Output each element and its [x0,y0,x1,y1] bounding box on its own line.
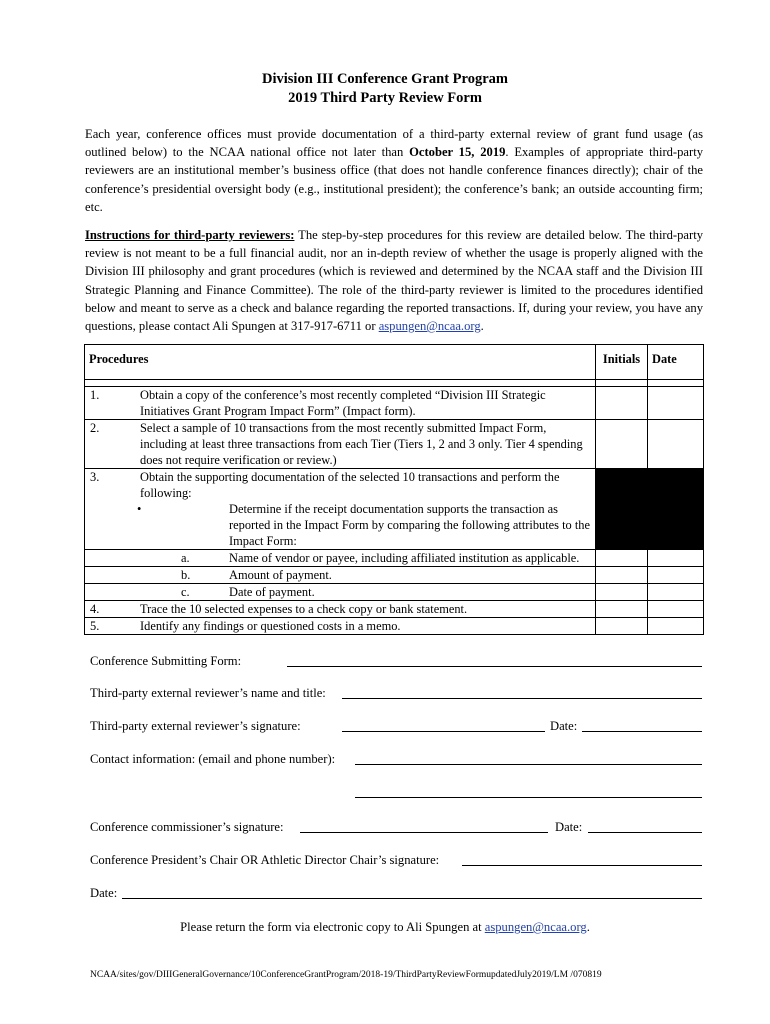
bottom-date-input-line[interactable] [122,898,702,899]
procedure-text: Date of payment. [229,585,315,599]
document-title: Division III Conference Grant Program [262,71,508,87]
date-header: Date [648,345,704,380]
table-row: 4. Trace the 10 selected expenses to a check copy or bank statement. [85,601,704,618]
bullet-icon: • [137,502,142,516]
contact-email-link[interactable]: aspungen@ncaa.org [378,319,481,334]
reviewer-name-input-line[interactable] [342,698,702,699]
procedures-table [84,344,704,635]
contact-input-line[interactable] [355,764,702,765]
procedure-text: Determine if the receipt documentation supports the transaction as reported in the Impact Form by comparing the following attributes to the Impact Form: [229,502,590,548]
date-cell[interactable] [648,420,704,469]
procedure-text: Obtain a copy of the conference’s most recently completed “Division III Strategic Initiatives Grant Program Impact Form” (Impact form). [140,388,546,418]
footer-path: NCAA/sites/gov/DIIIGeneralGovernance/10ConferenceGrantProgram/2018-19/ThirdPartyReviewFormupdatedJuly2019/LM /070819 [90,970,602,980]
initials-cell[interactable] [596,601,648,618]
initials-cell[interactable] [596,618,648,635]
table-header-row [85,345,704,380]
procedure-text: Trace the 10 selected expenses to a check copy or bank statement. [140,602,468,616]
procedure-text: Obtain the supporting documentation of the selected 10 transactions and perform the following: [140,470,560,500]
table-row: b. Amount of payment. [85,567,704,584]
initials-cell[interactable] [596,567,648,584]
instructions-heading: Instructions for third-party reviewers: [85,228,295,242]
blacked-out-cell [596,469,648,550]
procedure-text: Name of vendor or payee, including affiliated institution as applicable. [229,551,580,565]
table-row: 5. Identify any findings or questioned costs in a memo. [85,618,704,635]
procedure-text: Amount of payment. [229,568,332,582]
reviewer-date-input-line[interactable] [582,731,702,732]
procedure-text: Select a sample of 10 transactions from the most recently submitted Impact Form, including at least three transactions from each Tier (Tiers 1, 2 and 3 only. Tier 4 spending does not require verification or review.) [140,421,583,467]
date-cell[interactable] [648,584,704,601]
initials-cell[interactable] [596,420,648,469]
contact-label: Contact information: (email and phone number): [90,752,336,766]
date-cell[interactable] [648,618,704,635]
instructions-paragraph: Instructions for third-party reviewers: The step-by-step procedures for this review are detailed below. The third-party review is not meant to be a full financial audit, nor an in-depth review of whether the usage is properly aligned with the Division III philosophy and grant procedures (which is reviewed and determined by the NCAA staff and the Division III Strategic Planning and Finance Committee). The role of the third-party reviewer is limited to the procedures identified below and meant to serve as a check and balance regarding the reported transactions. If, during your review, you have any questions, please contact Ali Spungen at 317-917-6711 or aspungen@ncaa.org. [85,228,703,334]
initials-cell[interactable] [596,584,648,601]
procedure-text: Identify any findings or questioned costs in a memo. [140,619,401,633]
date-cell[interactable] [648,567,704,584]
intro-paragraph: Each year, conference offices must provide documentation of a third-party external review of grant fund usage (as outlined below) to the NCAA national office not later than October 15, 2019. Examples of appropriate third-party reviewers are an institutional member’s business office (that does not handle conference finances directly); chair of the conference’s presidential oversight body (e.g., institutional president); the conference’s bank; an outside accounting firm; etc. [85,127,704,214]
conference-label: Conference Submitting Form: [90,654,242,668]
reviewer-name-label: Third-party external reviewer’s name and title: [90,686,326,700]
commissioner-signature-input-line[interactable] [300,832,548,833]
reviewer-signature-label: Third-party external reviewer’s signature: [90,719,301,733]
date-cell[interactable] [648,550,704,567]
deadline-date: October 15, 2019 [409,145,506,160]
table-row: 3. Obtain the supporting documentation of the selected 10 transactions and perform the following: [85,469,704,502]
reviewer-date-label: Date: [550,719,578,733]
return-email-link[interactable]: aspungen@ncaa.org [484,920,587,934]
blacked-out-cell [648,469,704,550]
document-subtitle: 2019 Third Party Review Form [288,90,482,106]
procedures-header: Procedures [85,345,596,380]
commissioner-signature-label: Conference commissioner’s signature: [90,820,284,834]
table-row: c. Date of payment. [85,584,704,601]
president-chair-label: Conference President’s Chair OR Athletic Director Chair’s signature: [90,853,440,867]
table-row: 1. Obtain a copy of the conference’s most recently completed “Division III Strategic Initiatives Grant Program Impact Form” (Impact form). [85,387,704,420]
commissioner-date-input-line[interactable] [588,832,702,833]
return-instructions: Please return the form via electronic copy to Ali Spungen at aspungen@ncaa.org. [180,920,590,934]
conference-input-line[interactable] [287,666,702,667]
president-chair-input-line[interactable] [462,865,702,866]
initials-cell[interactable] [596,550,648,567]
table-row: 2. Select a sample of 10 transactions from the most recently submitted Impact Form, including at least three transactions from each Tier (Tiers 1, 2 and 3 only. Tier 4 spending does not require verification or review.) [85,420,704,469]
bottom-date-label: Date: [90,886,118,900]
initials-cell[interactable] [596,387,648,420]
initials-header: Initials [596,345,648,380]
table-row: a. Name of vendor or payee, including affiliated institution as applicable. [85,550,704,567]
contact-input-line-2[interactable] [355,797,702,798]
reviewer-signature-input-line[interactable] [342,731,545,732]
date-cell[interactable] [648,601,704,618]
commissioner-date-label: Date: [555,820,583,834]
date-cell[interactable] [648,387,704,420]
